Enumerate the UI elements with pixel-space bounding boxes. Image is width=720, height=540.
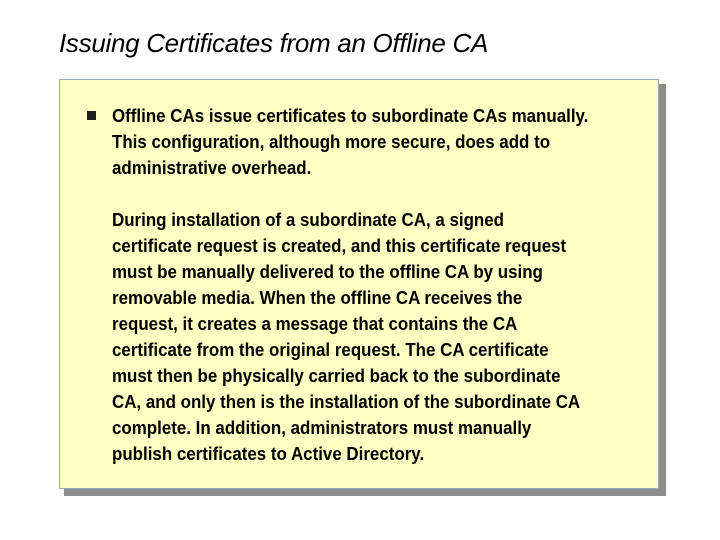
square-bullet-icon <box>87 111 96 120</box>
title-divider <box>0 70 720 71</box>
slide-title: Issuing Certificates from an Offline CA <box>59 28 489 58</box>
body-paragraph: During installation of a subordinate CA, a signed certificate request is created, and this certificate request must be manually delivered to the offline CA by using removable media. When the offline CA receives the request, it creates a message that contains the CA certificate from the original request. The CA certificate must then be physically carried back to the subordinate CA, and only then is the installation of the subordinate CA complete. In addition, administrators must manually publish certificates to Active Directory. <box>112 209 581 464</box>
bullet-paragraph: Offline CAs issue certificates to subordinate CAs manually. This configuration, although more secure, does add to administrative overhead. <box>112 105 589 178</box>
